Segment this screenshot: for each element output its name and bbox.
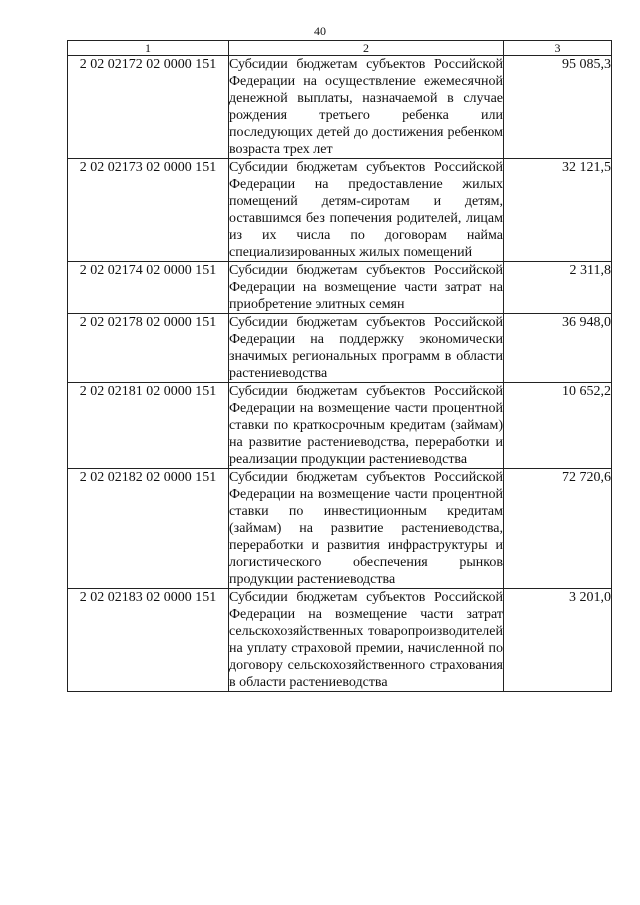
table-row xyxy=(68,262,612,314)
budget-table xyxy=(67,40,612,692)
budget-amount: 10 652,2 xyxy=(504,383,612,469)
budget-amount: 95 085,3 xyxy=(504,56,612,159)
budget-description: Субсидии бюджетам субъектов Российской Федерации на возмещение части процентной ставки по инвестиционным кредитам (займам) на развитие растениеводства, переработки и развития инфраструктуры и логистического обеспечения рынков продукции растениеводства xyxy=(229,470,503,587)
table-row xyxy=(68,469,612,589)
budget-description: Субсидии бюджетам субъектов Российской Федерации на возмещение части процентной ставки по краткосрочным кредитам (займам) на развитие растениеводства, переработки и реализации продукции растениеводства xyxy=(229,384,503,467)
budget-description: Субсидии бюджетам субъектов Российской Федерации на предоставление жилых помещений детям-сиротам и детям, оставшимся без попечения родителей, лицам из их числа по договорам найма специализированных жилых помещений xyxy=(229,160,503,260)
budget-description: Субсидии бюджетам субъектов Российской Федерации на поддержку экономически значимых региональных программ в области растениеводства xyxy=(229,315,503,381)
budget-description: Субсидии бюджетам субъектов Российской Федерации на осуществление ежемесячной денежной выплаты, назначаемой в случае рождения третьего ребенка или последующих детей до достижения ребенком возраста трех лет xyxy=(229,57,503,157)
table-row xyxy=(68,383,612,469)
budget-code: 2 02 02172 02 0000 151 xyxy=(68,56,229,159)
table-row xyxy=(68,56,612,159)
page-number: 40 xyxy=(314,24,326,38)
budget-code: 2 02 02183 02 0000 151 xyxy=(68,589,229,692)
budget-code: 2 02 02174 02 0000 151 xyxy=(68,262,229,314)
budget-description: Субсидии бюджетам субъектов Российской Федерации на возмещение части затрат на приобретение элитных семян xyxy=(229,263,503,312)
column-header-description: 2 xyxy=(229,41,504,56)
budget-amount: 32 121,5 xyxy=(504,159,612,262)
column-header-code: 1 xyxy=(68,41,229,56)
budget-amount: 3 201,0 xyxy=(504,589,612,692)
table-row xyxy=(68,589,612,692)
budget-code: 2 02 02178 02 0000 151 xyxy=(68,314,229,383)
budget-amount: 36 948,0 xyxy=(504,314,612,383)
budget-code: 2 02 02182 02 0000 151 xyxy=(68,469,229,589)
budget-code: 2 02 02181 02 0000 151 xyxy=(68,383,229,469)
budget-amount: 2 311,8 xyxy=(504,262,612,314)
budget-description: Субсидии бюджетам субъектов Российской Федерации на возмещение части затрат сельскохозяйственных товаропроизводителей на уплату страховой премии, начисленной по договору сельскохозяйственного страхования в области растениеводства xyxy=(229,590,503,690)
table-row xyxy=(68,314,612,383)
table-header-row xyxy=(68,41,612,56)
table-row xyxy=(68,159,612,262)
budget-code: 2 02 02173 02 0000 151 xyxy=(68,159,229,262)
column-header-amount: 3 xyxy=(504,41,612,56)
budget-amount: 72 720,6 xyxy=(504,469,612,589)
